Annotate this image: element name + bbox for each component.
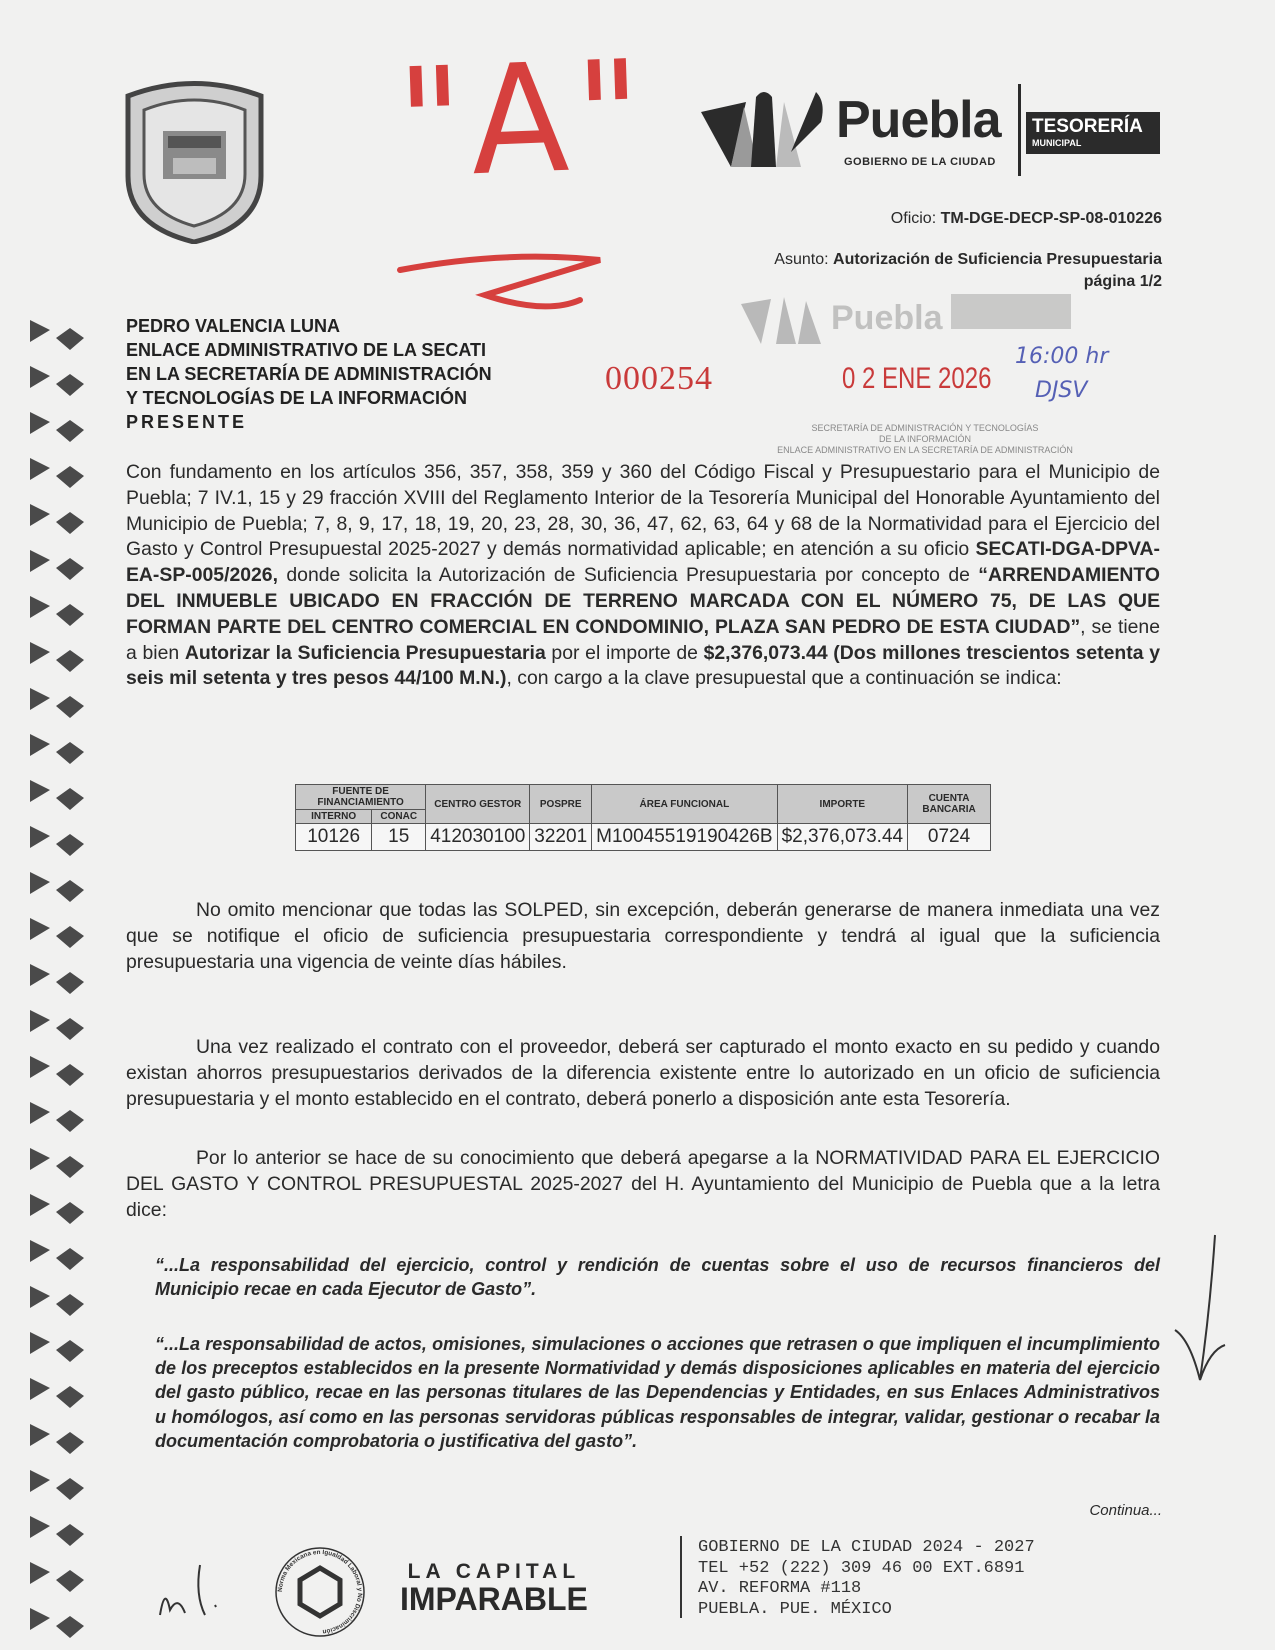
faded-received-stamp-logo — [736, 289, 1078, 347]
decorative-border — [26, 320, 86, 1650]
border-ornament — [30, 1332, 84, 1362]
border-ornament — [30, 1056, 84, 1086]
quote-2: “...La responsabilidad de actos, omisiones, simulaciones o acciones que retrasen o que impliquen el incumplimiento de los preceptos establecidos en la presente Normatividad y demás disposiciones aplicables en materia del ejercicio del gasto público, recae en las personas titulares de las Dependencias y Entidades, en sus Enlaces Administrativos u homólogos, así como en las personas servidoras públicas responsables de integrar, validar, gestionar o recabar la documentación comprobatoria o justificativa del gasto”. — [155, 1334, 1160, 1451]
asunto: Asunto: Autorización de Suficiencia Presupuestaria página 1/2 — [774, 251, 1162, 290]
addressee-block: PEDRO VALENCIA LUNA ENLACE ADMINISTRATIVO DE LA SECATI EN LA SECRETARÍA DE ADMINISTRACIÓN Y TECNOLOGÍAS DE LA INFORMACIÓN PRESENTE — [126, 316, 492, 432]
equality-certification-badge — [274, 1546, 366, 1638]
badge-text: Norma Mexicana en Igualdad Laboral y No Discriminación — [276, 1548, 364, 1635]
border-ornament — [30, 366, 84, 396]
border-ornament — [30, 780, 84, 810]
border-ornament — [30, 1608, 84, 1638]
received-initials: DJSV — [1035, 378, 1088, 403]
stamp-number: 000254 — [605, 360, 713, 397]
svg-text:Norma Mexicana en Igualdad Lab — [277, 1549, 363, 1635]
page-number: página 1/2 — [1083, 273, 1162, 290]
received-time: 16:00 hr — [1015, 344, 1109, 369]
border-ornament — [30, 688, 84, 718]
border-ornament — [30, 1148, 84, 1178]
quote-1: “...La responsabilidad del ejercicio, control y rendición de cuentas sobre el uso de recursos financieros del Municipio recae en cada Ejecutor de Gasto”. — [155, 1255, 1160, 1300]
paragraph-3: Una vez realizado el contrato con el proveedor, deberá ser capturado el monto exacto en su pedido y cuando existan ahorros presupuestarios derivados de la diferencia existente entre lo autorizado en un oficio de suficiencia presupuestaria y el monto establecido en el contrato, deberá ponerlo a disposición ante esta Tesorería. — [126, 1036, 1160, 1110]
border-ornament — [30, 1470, 84, 1500]
tesoreria-badge: TESORERÍA MUNICIPAL — [1026, 112, 1160, 154]
logo-wordmark: Puebla — [836, 91, 1001, 149]
signature-initials — [1170, 1230, 1230, 1390]
border-ornament — [30, 1102, 84, 1132]
border-ornament — [30, 596, 84, 626]
handwritten-a-mark: "A" — [394, 28, 652, 212]
border-ornament — [30, 1562, 84, 1592]
border-ornament — [30, 734, 84, 764]
footer-divider — [680, 1536, 682, 1618]
continua-label: Continua... — [1089, 1502, 1162, 1519]
border-ornament — [30, 320, 84, 350]
la-capital-imparable-logo: LA CAPITAL IMPARABLE — [400, 1560, 588, 1617]
border-ornament — [30, 458, 84, 488]
border-ornament — [30, 1378, 84, 1408]
border-ornament — [30, 550, 84, 580]
footer-address: GOBIERNO DE LA CIUDAD 2024 - 2027 TEL +52 (222) 309 46 00 EXT.6891 AV. REFORMA #118 PUEBLA. PUE. MÉXICO — [698, 1538, 1035, 1619]
border-ornament — [30, 872, 84, 902]
svg-text:Puebla: Puebla — [831, 299, 943, 337]
border-ornament — [30, 964, 84, 994]
border-ornament — [30, 826, 84, 856]
border-ornament — [30, 1424, 84, 1454]
border-ornament — [30, 412, 84, 442]
border-ornament — [30, 1010, 84, 1040]
city-emblem-icon — [696, 82, 831, 178]
handwritten-squiggle — [395, 240, 645, 320]
table-row: 10126 15 412030100 32201 M10045519190426B $2,376,073.44 0724 — [296, 824, 991, 851]
border-ornament — [30, 918, 84, 948]
paragraph-1: Con fundamento en los artículos 356, 357, 358, 359 y 360 del Código Fiscal y Presupuestario para el Municipio de Puebla; 7 IV.1, 15 y 29 fracción XVIII del Reglamento Interior de la Tesorería Municipal del Honorable Ayuntamiento del Municipio de Puebla; 7, 8, 9, 17, 18, 19, 20, 23, 28, 30, 36, 47, 62, 63, 64 y 68 de la Normatividad para el Ejercicio del Gasto y Control Presupuestal 2025-2027 y demás normatividad aplicable; en atención a su oficio SECATI-DGA-DPVA-EA-SP-005/2026, donde solicita la Autorización de Suficiencia Presupuestaria por concepto de “ARRENDAMIENTO DEL INMUEBLE UBICADO EN FRACCIÓN DE TERRENO MARCADA CON EL NÚMERO 75, DE LAS QUE FORMAN PARTE DEL CENTRO COMERCIAL EN CONDOMINIO, PLAZA SAN PEDRO DE ESTA CIUDAD”, se tiene a bien Autorizar la Suficiencia Presupuestaria por el importe de $2,376,073.44 (Dos millones trescientos setenta y seis mil setenta y tres pesos 44/100 M.N.), con cargo a la clave presupuestal que a continuación se indica: — [126, 461, 1160, 690]
budget-key-table: FUENTE DE FINANCIAMIENTO CENTRO GESTOR POSPRE ÁREA FUNCIONAL IMPORTE CUENTA BANCARIA INTERNO CONAC 10126 15 412030100 32201 M10045519190426B $2,376,073.44 0724 — [295, 784, 991, 851]
initials-signature — [150, 1555, 230, 1625]
addressee-name: PEDRO VALENCIA LUNA — [126, 316, 341, 336]
border-ornament — [30, 1516, 84, 1546]
paragraph-2: No omito mencionar que todas las SOLPED, sin excepción, deberán generarse de manera inmediata una vez que se notifique el oficio de suficiencia presupuestaria correspondiente y tendrá al igual que la suficiencia presupuestaria una vigencia de veinte días hábiles. — [126, 899, 1160, 973]
border-ornament — [30, 1240, 84, 1270]
municipal-seal-logo — [118, 76, 271, 244]
border-ornament — [30, 504, 84, 534]
border-ornament — [30, 642, 84, 672]
oficio-number: Oficio: TM-DGE-DECP-SP-08-010226 — [890, 210, 1162, 227]
logo-subtitle: GOBIERNO DE LA CIUDAD — [844, 156, 996, 168]
received-stamp-text: SECRETARÍA DE ADMINISTRACIÓN Y TECNOLOGÍAS DE LA INFORMACIÓN ENLACE ADMINISTRATIVO EN LA SECRETARÍA DE ADMINISTRACIÓN — [777, 423, 1073, 455]
border-ornament — [30, 1286, 84, 1316]
puebla-tesoreria-logo — [696, 82, 1162, 178]
border-ornament — [30, 1194, 84, 1224]
paragraph-4: Por lo anterior se hace de su conocimiento que deberá apegarse a la NORMATIVIDAD PARA EL EJERCICIO DEL GASTO Y CONTROL PRESUPUESTAL 2025-2027 del H. Ayuntamiento del Municipio de Puebla que a la letra dice: — [126, 1147, 1160, 1221]
stamp-date: 0 2 ENE 2026 — [842, 362, 992, 395]
